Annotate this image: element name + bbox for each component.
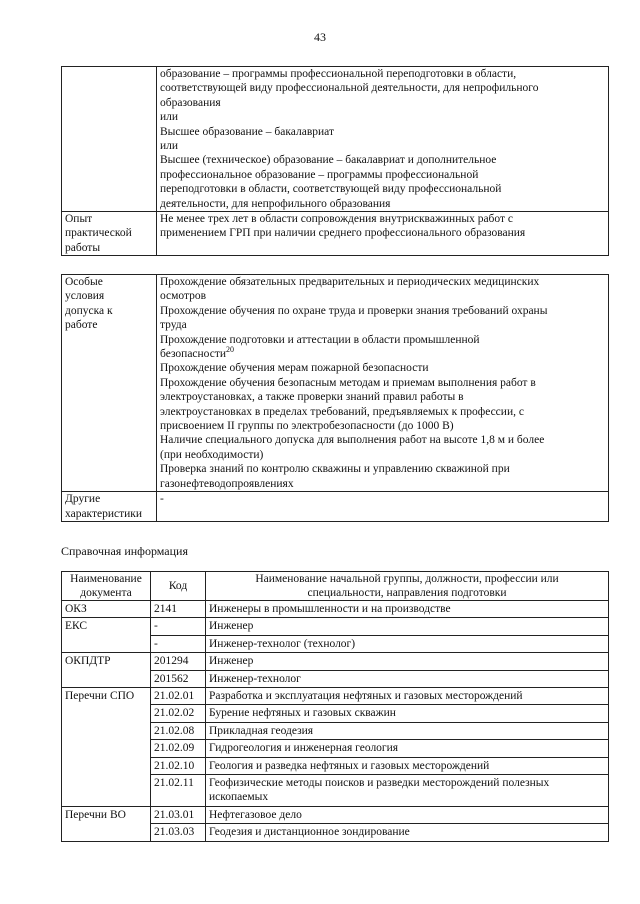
condition-line: присвоением II группы по электробезопасности (до 1000 В)	[160, 420, 454, 433]
code-cell: 2141	[151, 601, 206, 618]
code-cell: 201294	[151, 653, 206, 670]
reference-header-row	[62, 572, 609, 601]
education-line: Высшее образование – бакалавриат	[160, 125, 334, 138]
experience-value-line: применением ГРП при наличии среднего профессионального образования	[160, 227, 526, 240]
code-cell: 21.02.08	[151, 722, 206, 739]
name-cell: Нефтегазовое дело	[206, 806, 609, 823]
education-line: переподготовки в области, соответствующей виду профессиональной	[160, 183, 502, 196]
name-cell: Инженер	[206, 653, 609, 670]
header-name-line: специальности, направления подготовки	[307, 587, 507, 599]
name-cell: Разработка и эксплуатация нефтяных и газовых месторождений	[206, 688, 609, 705]
header-document	[62, 572, 151, 601]
special-conditions-table	[61, 274, 609, 522]
other-characteristics-value: -	[157, 492, 609, 522]
code-cell: 21.02.02	[151, 705, 206, 722]
code-cell: 21.02.01	[151, 688, 206, 705]
header-name-line: Наименование начальной группы, должности, профессии или	[255, 573, 559, 585]
document-spo: Перечни СПО	[62, 688, 151, 807]
document-okpdtr: ОКПДТР	[62, 653, 151, 688]
experience-label-line: Опыт	[65, 213, 93, 226]
document-okz: ОКЗ	[62, 601, 151, 618]
condition-line: осмотров	[160, 290, 207, 303]
code-cell: 201562	[151, 670, 206, 687]
special-label-line: условия	[65, 290, 105, 303]
condition-line: Прохождение обучения мерам пожарной безопасности	[160, 362, 429, 375]
header-name	[206, 572, 609, 601]
code-cell: 21.02.09	[151, 740, 206, 757]
table-row	[62, 601, 609, 618]
name-cell: Инженер-технолог	[206, 670, 609, 687]
special-conditions-value	[157, 275, 609, 492]
experience-label	[62, 212, 157, 256]
special-label-line: Особые	[65, 276, 103, 288]
condition-line: труда	[160, 319, 187, 332]
name-line: ископаемых	[209, 791, 269, 804]
special-conditions-label	[62, 275, 157, 492]
name-cell: Гидрогеология и инженерная геология	[206, 740, 609, 757]
condition-line: Прохождение подготовки и аттестации в области промышленной	[160, 333, 480, 346]
education-line: профессиональное образование – программы профессиональной	[160, 168, 479, 181]
name-cell: Инженер	[206, 618, 609, 635]
other-label-line: характеристики	[65, 507, 143, 520]
condition-line: Проверка знаний по контролю скважины и управлению скважиной при	[160, 463, 510, 476]
education-line: Высшее (техническое) образование – бакалавриат и дополнительное	[160, 154, 497, 167]
code-cell: 21.03.03	[151, 824, 206, 841]
name-line: Геофизические методы поисков и разведки месторождений полезных	[209, 777, 550, 790]
condition-line: Прохождение обязательных предварительных и периодических медицинских	[160, 276, 540, 288]
code-cell: 21.03.01	[151, 806, 206, 823]
condition-line: электроустановках в пределах требований, предъявляемых к профессии, с	[160, 405, 524, 418]
condition-line: электроустановках, а также проверки знаний правил работы в	[160, 391, 464, 404]
other-label-line: Другие	[65, 493, 101, 506]
education-line: образования	[160, 96, 221, 109]
condition-line	[160, 347, 605, 361]
other-characteristics-label	[62, 492, 157, 522]
condition-line: Наличие специального допуска для выполнения работ на высоте 1,8 м и более	[160, 434, 545, 447]
education-value-cell	[157, 67, 609, 212]
section-title: Справочная информация	[61, 544, 188, 558]
table-row	[62, 618, 609, 635]
condition-line: Прохождение обучения безопасным методам и приемам выполнения работ в	[160, 376, 536, 389]
table-row	[62, 688, 609, 705]
header-document-line: документа	[80, 587, 132, 599]
condition-text: безопасности	[160, 348, 227, 361]
name-cell: Инженер-технолог (технолог)	[206, 635, 609, 652]
code-cell: 21.02.10	[151, 757, 206, 774]
reference-table	[61, 571, 609, 842]
special-label-line: допуска к	[65, 304, 113, 317]
condition-line: газонефтеводопроявлениях	[160, 477, 294, 490]
condition-line: Прохождение обучения по охране труда и проверки знания требований охраны	[160, 304, 548, 317]
education-line: или	[160, 111, 179, 124]
header-code: Код	[151, 572, 206, 601]
education-line: соответствующей виду профессиональной деятельности, для непрофильного	[160, 82, 539, 95]
code-cell: -	[151, 618, 206, 635]
page-number: 43	[314, 30, 326, 44]
name-cell: Прикладная геодезия	[206, 722, 609, 739]
name-cell: Бурение нефтяных и газовых скважин	[206, 705, 609, 722]
education-line: деятельности, для непрофильного образования	[160, 197, 391, 210]
education-line: образование – программы профессиональной переподготовки в области,	[160, 68, 517, 80]
experience-label-line: практической	[65, 227, 132, 240]
condition-line: (при необходимости)	[160, 448, 264, 461]
name-cell: Геология и разведка нефтяных и газовых месторождений	[206, 757, 609, 774]
table-row	[62, 653, 609, 670]
code-cell: -	[151, 635, 206, 652]
education-label-cell	[62, 67, 157, 212]
name-cell	[206, 775, 609, 807]
education-line: или	[160, 140, 179, 153]
special-label-line: работе	[65, 319, 98, 332]
header-document-line: Наименование	[70, 573, 142, 585]
name-cell: Инженеры в промышленности и на производстве	[206, 601, 609, 618]
qualification-table	[61, 66, 609, 256]
experience-value-line: Не менее трех лет в области сопровождения внутрискважинных работ с	[160, 213, 514, 226]
document-vo: Перечни ВО	[62, 806, 151, 841]
code-cell: 21.02.11	[151, 775, 206, 807]
document-eks: ЕКС	[62, 618, 151, 653]
name-cell: Геодезия и дистанционное зондирование	[206, 824, 609, 841]
experience-value	[157, 212, 609, 256]
experience-label-line: работы	[65, 241, 101, 254]
table-row	[62, 806, 609, 823]
footnote-reference: 20	[226, 345, 235, 355]
